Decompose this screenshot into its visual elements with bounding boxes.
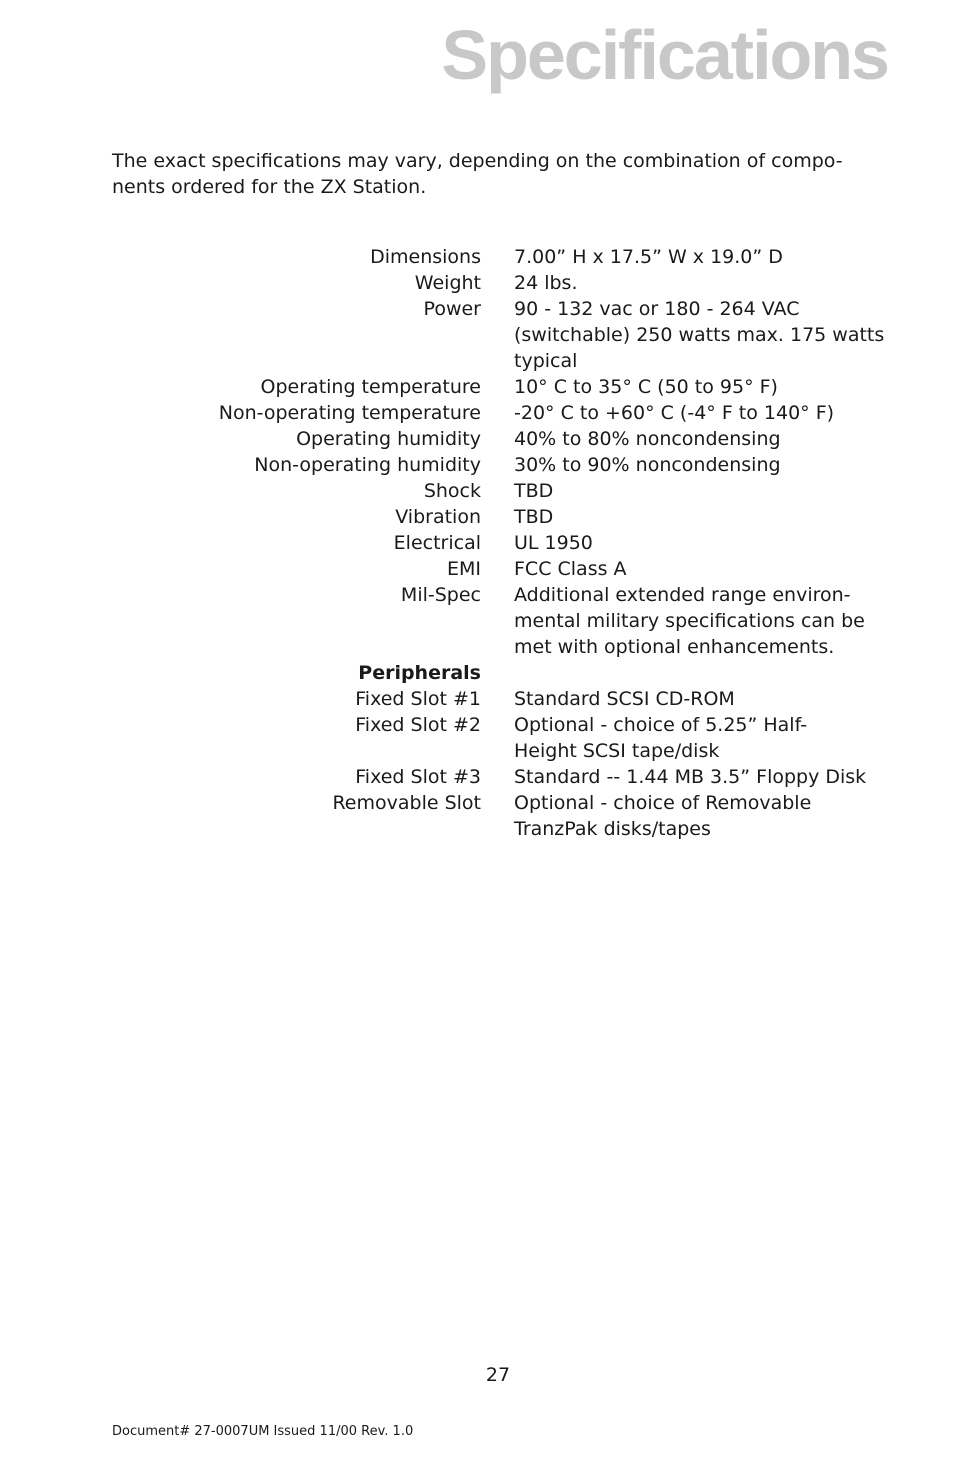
spec-value: Additional extended range environ- mental military specifications can be met with optional enhancements. (514, 584, 865, 658)
spec-label: Operating temperature (260, 376, 481, 398)
spec-row-mil-spec (0, 582, 954, 660)
spec-value: Optional - choice of Removable TranzPak disks/tapes (514, 792, 812, 840)
spec-value: 24 lbs. (514, 272, 578, 294)
spec-label: EMI (446, 558, 481, 580)
spec-row-dimensions (0, 244, 954, 270)
spec-row-shock (0, 478, 954, 504)
spec-value: FCC Class A (514, 558, 627, 580)
spec-row-non-operating-humidity (0, 452, 954, 478)
spec-value: Standard SCSI CD-ROM (514, 688, 735, 710)
spec-value: -20° C to +60° C (-4° F to 140° F) (514, 402, 835, 424)
peripherals-heading: Peripherals (358, 662, 481, 684)
spec-value: UL 1950 (514, 532, 593, 554)
page-number: 27 (485, 1364, 511, 1386)
spec-label: Non-operating humidity (254, 454, 481, 476)
spec-row-operating-temperature (0, 374, 954, 400)
spec-label: Weight (414, 272, 481, 294)
spec-row-emi (0, 556, 954, 582)
spec-value: 7.00” H x 17.5” W x 19.0” D (514, 246, 783, 268)
spec-label: Shock (423, 480, 481, 502)
peripherals-heading-row (0, 660, 954, 686)
spec-value: 40% to 80% noncondensing (514, 428, 781, 450)
spec-row-removable-slot (0, 790, 954, 842)
page-title: Specifications (441, 16, 888, 94)
spec-value: Standard -- 1.44 MB 3.5” Floppy Disk (514, 766, 867, 788)
spec-label: Fixed Slot #1 (355, 688, 481, 710)
spec-row-vibration (0, 504, 954, 530)
intro-paragraph: The exact specifications may vary, depending on the combination of compo- nents ordered for the ZX Station. (112, 150, 843, 198)
spec-label: Operating humidity (296, 428, 481, 450)
spec-row-power (0, 296, 954, 374)
spec-label: Mil-Spec (400, 584, 481, 606)
spec-label: Non-operating temperature (218, 402, 481, 424)
spec-label: Power (423, 298, 481, 320)
spec-row-non-operating-temperature (0, 400, 954, 426)
spec-value: 10° C to 35° C (50 to 95° F) (514, 376, 778, 398)
spec-value: 30% to 90% noncondensing (514, 454, 781, 476)
spec-label: Dimensions (370, 246, 481, 268)
spec-value: TBD (514, 506, 554, 528)
document-footer: Document# 27-0007UM Issued 11/00 Rev. 1.0 (112, 1424, 414, 1439)
spec-value: TBD (514, 480, 554, 502)
spec-row-operating-humidity (0, 426, 954, 452)
spec-row-fixed-slot-3 (0, 764, 954, 790)
specifications-table (0, 244, 954, 842)
spec-label: Fixed Slot #3 (355, 766, 481, 788)
spec-row-fixed-slot-1 (0, 686, 954, 712)
spec-row-fixed-slot-2 (0, 712, 954, 764)
spec-row-weight (0, 270, 954, 296)
spec-value: 90 - 132 vac or 180 - 264 VAC (switchable) 250 watts max. 175 watts typical (514, 298, 885, 372)
spec-label: Electrical (393, 532, 481, 554)
spec-label: Removable Slot (332, 792, 481, 814)
spec-value: Optional - choice of 5.25” Half- Height SCSI tape/disk (514, 714, 808, 762)
spec-label: Fixed Slot #2 (355, 714, 481, 736)
spec-label: Vibration (395, 506, 481, 528)
spec-row-electrical (0, 530, 954, 556)
